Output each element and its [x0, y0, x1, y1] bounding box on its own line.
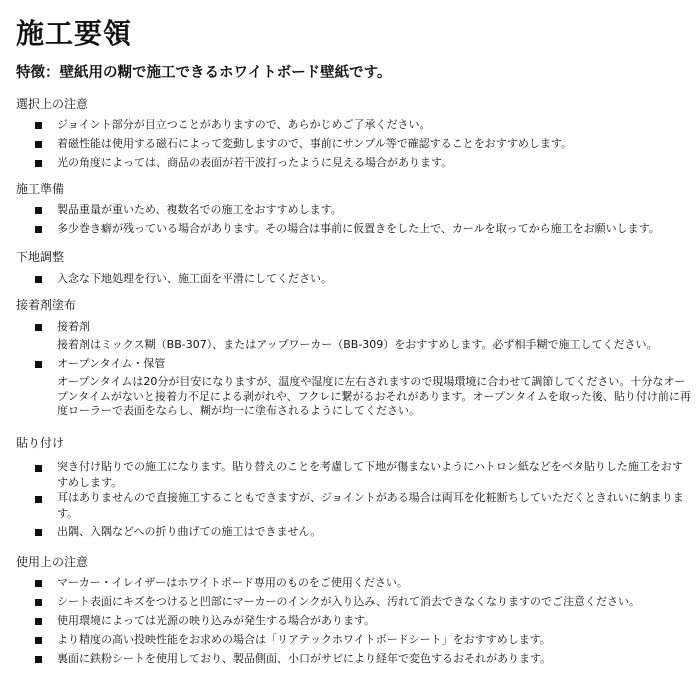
bullet-square-icon: [35, 160, 42, 167]
bullet-square-icon: [35, 141, 42, 148]
section-heading: 選択上の注意: [16, 97, 89, 111]
list-item: 入念な下地処理を行い、施工面を平滑にしてください。: [57, 272, 332, 285]
list-item: 出隅、入隅などへの折り曲げての施工はできません。: [57, 525, 322, 538]
bullet-square-icon: [35, 656, 42, 663]
list-item: より精度の高い投映性能をお求めの場合は「リアテックホワイトボードシート」をおすすめします。: [57, 633, 551, 646]
sub-item-label: オープンタイム・保管: [57, 357, 166, 370]
list-item: 多少巻き癖が残っている場合があります。その場合は事前に仮置きをした上で、カールを取ってから施工をお願いします。: [57, 222, 660, 235]
list-item: 着磁性能は使用する磁石によって変動しますので、事前にサンプル等で確認することをおすすめします。: [57, 137, 573, 150]
bullet-square-icon: [35, 122, 42, 129]
bullet-square-icon: [35, 207, 42, 214]
list-item: 突き付け貼りでの施工になります。貼り替えのことを考慮して下地が傷まないようにハトロン紙などをベタ貼りした施工をおすすめします。: [57, 460, 683, 489]
section-heading: 施工準備: [16, 182, 65, 196]
sub-item-body: 接着剤はミックス糊（BB-307）、またはアップワーカー（BB-309）をおすすめします。必ず相手糊で施工してください。: [57, 338, 658, 351]
bullet-square-icon: [35, 496, 42, 503]
section-heading: 接着剤塗布: [16, 298, 77, 312]
list-item: ジョイント部分が目立つことがありますので、あらかじめご了承ください。: [57, 118, 431, 131]
list-item: 裏面に鉄粉シートを使用しており、製品側面、小口がサビにより経年で変色するおそれがあります。: [57, 652, 552, 665]
page-title: 施工要領: [16, 17, 133, 50]
list-item: 光の角度によっては、商品の表面が若干波打ったように見える場合があります。: [57, 156, 453, 169]
section-heading: 貼り付け: [16, 436, 65, 450]
list-item: シート表面にキズをつけると凹部にマーカーのインクが入り込み、汚れて消去できなくなりますのでご注意ください。: [57, 595, 640, 608]
bullet-square-icon: [35, 276, 42, 283]
bullet-square-icon: [35, 324, 42, 331]
list-item: マーカー・イレイザーはホワイトボード専用のものをご使用ください。: [57, 576, 408, 589]
feature-subtitle: 特徴：壁紙用の糊で施工できるホワイトボード壁紙です。: [16, 65, 392, 81]
bullet-square-icon: [35, 529, 42, 536]
bullet-square-icon: [35, 618, 42, 625]
bullet-square-icon: [35, 599, 42, 606]
bullet-square-icon: [35, 226, 42, 233]
list-item: 耳はありませんので直接施工することもできますが、ジョイントがある場合は両耳を化粧断ちしていただくときれいに納まります。: [57, 491, 684, 520]
section-heading: 使用上の注意: [16, 555, 89, 569]
bullet-square-icon: [35, 580, 42, 587]
section-heading: 下地調整: [16, 250, 65, 264]
list-item: 製品重量が重いため、複数名での施工をおすすめします。: [57, 203, 342, 216]
bullet-square-icon: [35, 465, 42, 472]
bullet-square-icon: [35, 637, 42, 644]
sub-item-label: 接着剤: [57, 320, 90, 333]
list-item: 使用環境によっては光源の映り込みが発生する場合があります。: [57, 614, 376, 627]
sub-item-body: オープンタイムは20分が目安になりますが、温度や湿度に左右されますので現場環境に合わせて調節してください。十分なオープンタイムがないと接着力不足による剥がれや、フクレに繋がるおそれがあります。オープンタイムを取った後、貼り付け前に再度ローラーで表面をならし、糊が均一に塗布されるようにしてください。: [57, 375, 691, 417]
bullet-square-icon: [35, 361, 42, 368]
